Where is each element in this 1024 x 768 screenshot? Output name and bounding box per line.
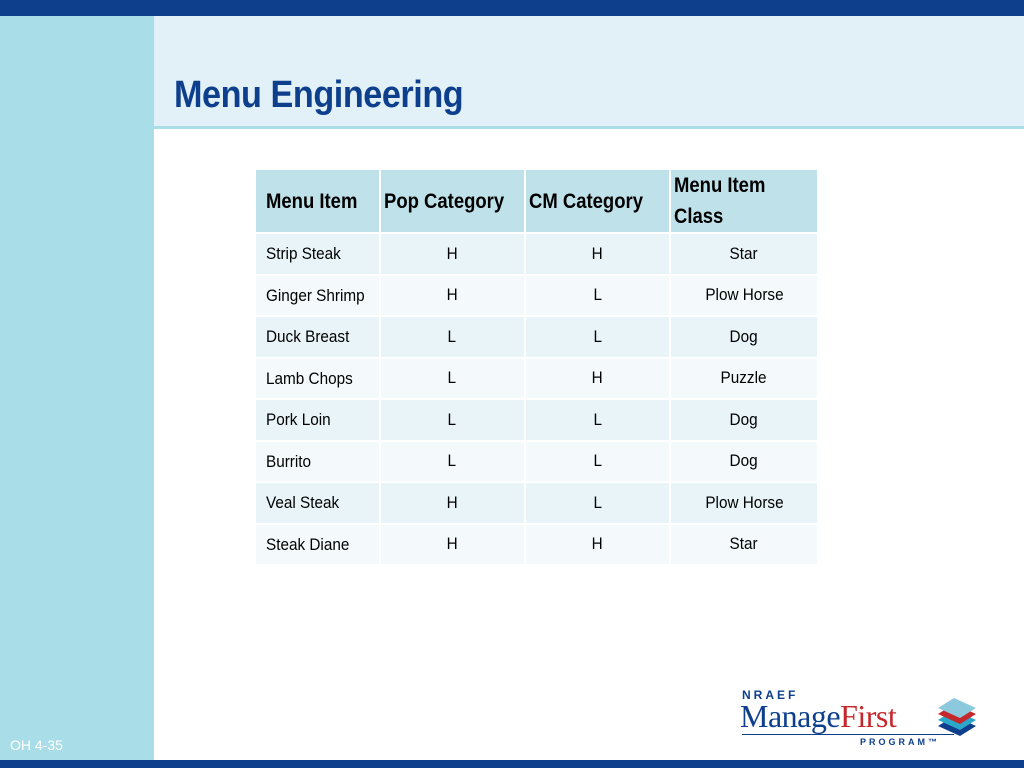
cell-menu-item: Lamb Chops [256,358,380,400]
cell-pop-category: H [380,233,525,275]
cell-cm-category: H [525,524,670,566]
cell-menu-item: Duck Breast [256,316,380,358]
cell-item-class: Star [670,524,818,566]
cell-pop-category: L [380,441,525,483]
cell-menu-item: Veal Steak [256,482,380,524]
cell-menu-item: Pork Loin [256,399,380,441]
table-row [256,399,818,441]
cell-pop-category: L [380,316,525,358]
cell-cm-category: H [525,358,670,400]
table-row [256,275,818,317]
logo-rule [742,734,954,735]
cell-item-class: Dog [670,441,818,483]
slide-number: OH 4-35 [10,737,63,753]
table-row [256,524,818,566]
cell-cm-category: H [525,233,670,275]
top-bar [0,0,1024,16]
cell-pop-category: L [380,358,525,400]
cell-item-class: Plow Horse [670,275,818,317]
cell-pop-category: H [380,524,525,566]
table-row [256,233,818,275]
cell-cm-category: L [525,316,670,358]
logo-wordmark [740,698,896,735]
cell-item-class: Puzzle [670,358,818,400]
cell-cm-category: L [525,441,670,483]
table-row [256,316,818,358]
cell-item-class: Star [670,233,818,275]
cell-menu-item: Steak Diane [256,524,380,566]
managefirst-logo [740,688,985,750]
bottom-bar [0,760,1024,768]
header-cm-category: CM Category [525,170,670,233]
logo-wordmark-manage: Manage [740,698,841,734]
stacked-books-icon [932,696,982,738]
cell-cm-category: L [525,482,670,524]
logo-wordmark-first: First [840,698,897,734]
cell-menu-item: Ginger Shrimp [256,275,380,317]
cell-item-class: Dog [670,399,818,441]
cell-cm-category: L [525,399,670,441]
header-menu-item-class: Menu Item Class [670,170,818,233]
table-row [256,358,818,400]
cell-pop-category: H [380,275,525,317]
table-header-row [256,170,818,233]
table-row [256,441,818,483]
cell-pop-category: H [380,482,525,524]
cell-item-class: Plow Horse [670,482,818,524]
cell-item-class: Dog [670,316,818,358]
cell-menu-item: Burrito [256,441,380,483]
logo-program-text: PROGRAM™ [860,737,940,747]
logo-nraef-text: NRAEF [742,688,799,702]
cell-pop-category: L [380,399,525,441]
header-menu-item: Menu Item [256,170,380,233]
header-pop-category: Pop Category [380,170,525,233]
page-title: Menu Engineering [174,74,464,116]
left-panel [0,16,154,760]
table-row [256,482,818,524]
menu-engineering-table [256,170,819,566]
cell-menu-item: Strip Steak [256,233,380,275]
cell-cm-category: L [525,275,670,317]
title-divider [154,126,1024,129]
